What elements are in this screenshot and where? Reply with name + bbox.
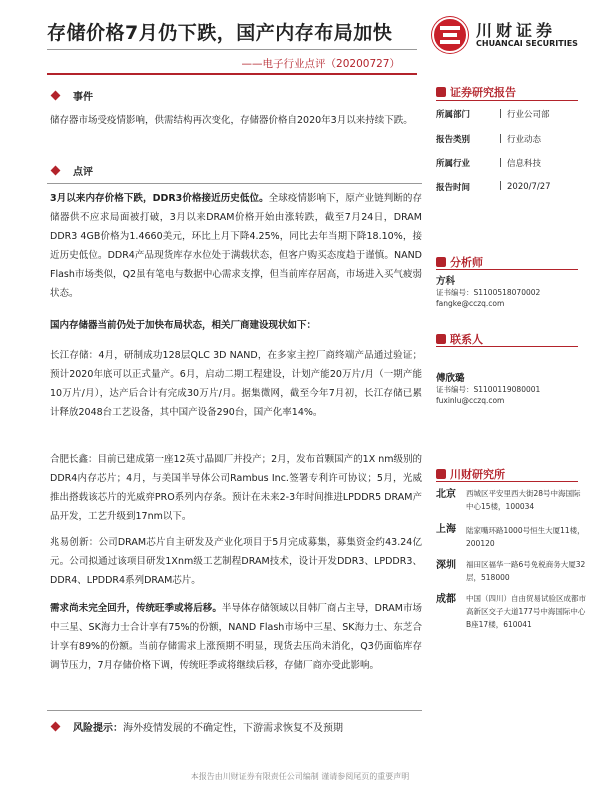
sidebar-rule [436, 269, 578, 270]
sidebar-rule [436, 346, 578, 347]
analyst-heading: 分析师 [436, 254, 483, 270]
info-value: 行业公司部 [500, 108, 550, 120]
demand-paragraph-body: 半导体存储领域以目韩厂商占主导，DRAM市场中三星、SK海力士合计享有75%的份额，NAND Flash市场中三星、SK海力士、东芝合计享有89%的份额。当前存储需求上涨预期不明显，现货去压尚未消化，Q3仍面临库存调节压力，7月存储价格下调，传统旺季或将继续后移，存储厂商亦受此影响。 [50, 603, 422, 671]
office-address: 福田区福华一路6号免税商务大厦32层，518000 [466, 560, 586, 582]
contact-icon [436, 334, 446, 344]
office-address: 中国（四川）自由贸易试验区成都市高新区交子大道177号中海国际中心B座17楼，610041 [466, 594, 586, 629]
contact-name: 傅欣璐 [436, 373, 465, 384]
info-label: 报告时间 [436, 183, 471, 193]
analyst-cert: 证书编号：S1100518070002 [436, 288, 541, 297]
cxmt-paragraph: 合肥长鑫：目前已建成第一座12英寸晶圆厂并投产；2月，发布首颗国产的1X nm级别的DDR4内存芯片；4月，与美国半导体公司Rambus Inc.签署专利许可协议；5月，光威推出搭载该芯片的光威弈PRO系列内存条。预计在未来2-3年时间推进LPDDR5 DRAM产品开发，工艺升级到17nm以下。 [50, 454, 422, 522]
sidebar-rule [436, 100, 578, 101]
contact-heading: 联系人 [436, 331, 483, 347]
office-city: 北京 [436, 489, 456, 500]
gigadevice-paragraph: 兆易创新：公司DRAM芯片自主研发及产业化项目于5月完成募集，募集资金约43.24亿元。公司拟通过该项目研发1Xnm级工艺制程DRAM技术，设计开发DDR3、LPDDR3、DDR4、LPDDR4系列DRAM芯片。 [50, 537, 422, 586]
info-value: 行业动态 [500, 133, 541, 145]
report-subtitle: ——电子行业点评（20200727） [241, 58, 400, 70]
office-city: 成都 [436, 594, 456, 605]
office-city: 深圳 [436, 560, 456, 571]
report-heading: 证券研究报告 [436, 84, 516, 100]
office-address: 陆家嘴环路1000号恒生大厦11楼，200120 [466, 526, 585, 548]
report-icon [436, 87, 446, 97]
bullet-diamond-icon [51, 166, 61, 176]
info-label: 报告类别 [436, 135, 471, 145]
analyst-email[interactable]: fangke@cczq.com [436, 299, 505, 308]
event-heading: 事件 [52, 88, 93, 103]
info-value: 2020/7/27 [500, 181, 551, 192]
header-red-rule [47, 73, 417, 75]
analyst-name: 方科 [436, 276, 456, 287]
institute-icon [436, 469, 446, 479]
header-divider [47, 49, 417, 50]
analyst-icon [436, 257, 446, 267]
price-paragraph-body: 全球疫情影响下，原产业链判断的存储器供不应求局面被打破，3月以来DRAM价格开始由涨转跌，截至7月24日，DRAM DDR3 4GB价格为1.4660美元，环比上月下降4.25%，同比去年当期下降18.10%，接近历史低位。DDR4产品现货库存水位处于满载状态，但客户购买态度趋于谨慎。NAND Flash市场类似，Q2虽有笔电与数据中心需求支撑，但当前库存居高，市场进入买气疲弱状态。 [50, 193, 422, 299]
company-name-cn: 川财证券 [476, 21, 557, 40]
info-label: 所属行业 [436, 159, 471, 169]
page-title: 存储价格7月仍下跌，国产内存布局加快 [47, 22, 393, 44]
info-label: 所属部门 [436, 110, 471, 120]
sidebar-rule [436, 481, 578, 482]
risk-line: 风险提示：海外疫情发展的不确定性，下游需求恢复不及预期 [52, 719, 343, 734]
event-paragraph: 储存器市场受疫情影响，供需结构再次变化，存储器价格自2020年3月以来持续下跌。 [50, 115, 413, 126]
bullet-diamond-icon [51, 722, 61, 732]
company-logo-icon [431, 16, 469, 54]
info-value: 信息科技 [500, 157, 541, 169]
bullet-diamond-icon [51, 91, 61, 101]
price-paragraph [50, 189, 422, 303]
page-footer: 本报告由川财证券有限责任公司编制 谨请参阅尾页的重要声明 [190, 772, 410, 781]
ymtc-paragraph: 长江存储：4月，研制成功128层QLC 3D NAND，在多家主控厂商终端产品通过验证；预计2020年底可以正式量产。6月，启动二期工程建设，计划产能20万片/月（一期产能10万片/月），达产后合计有完成30万片/月。据集微网，截至今年7月初，长江存储已累计释放2048台工艺设备，其中国产设备290台，国产化率14%。 [50, 350, 422, 418]
institute-heading: 川财研究所 [436, 466, 505, 482]
section-divider [47, 183, 422, 184]
domestic-heading-paragraph: 国内存储器当前仍处于加快布局状态，相关厂商建设现状如下： [50, 320, 317, 331]
section-divider [47, 710, 422, 711]
contact-email[interactable]: fuxinlu@cczq.com [436, 396, 505, 405]
office-address: 西城区平安里西大街28号中海国际中心15楼，100034 [466, 489, 581, 511]
demand-paragraph [50, 599, 422, 675]
company-name-en: CHUANCAI SECURITIES [476, 39, 578, 48]
office-city: 上海 [436, 524, 456, 535]
comment-heading: 点评 [52, 163, 93, 178]
contact-cert: 证书编号：S1100119080001 [436, 385, 541, 394]
price-paragraph-lead: 3月以来内存价格下跌，DDR3价格接近历史低位。 [50, 193, 269, 204]
demand-paragraph-lead: 需求尚未完全回升，传统旺季或将后移。 [50, 603, 222, 614]
